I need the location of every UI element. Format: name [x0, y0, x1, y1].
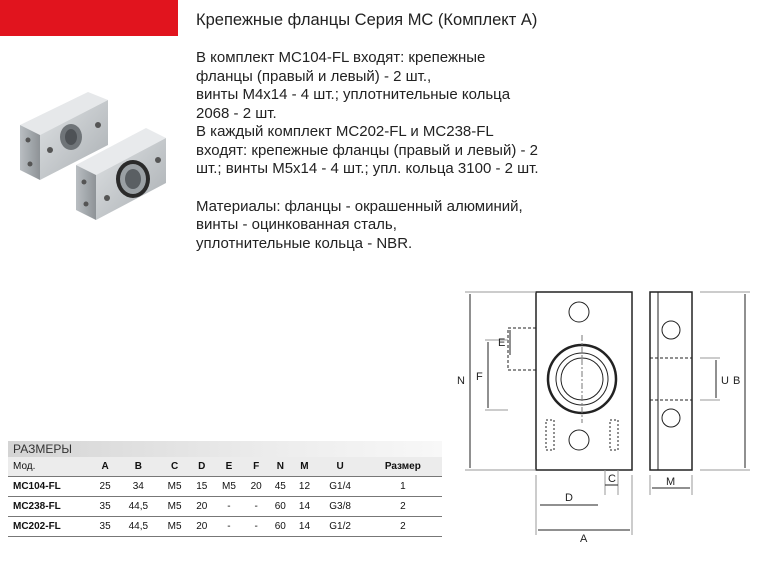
table-cell: 20 — [190, 497, 214, 517]
column-header: F — [244, 457, 268, 477]
table-cell: 60 — [268, 497, 292, 517]
table-cell: 14 — [292, 517, 316, 537]
table-cell: 35 — [93, 497, 117, 517]
page-title: Крепежные фланцы Серия MC (Комплект А) — [196, 11, 538, 29]
column-header: U — [317, 457, 364, 477]
kit1-line: 2068 - 2 шт. — [196, 104, 277, 122]
dim-label-b: B — [733, 375, 741, 387]
table-cell: MC238-FL — [8, 497, 93, 517]
table-cell: 12 — [292, 477, 316, 497]
table-cell: - — [214, 497, 244, 517]
table-cell: - — [214, 517, 244, 537]
table-cell: M5 — [214, 477, 244, 497]
dim-label-n: N — [457, 375, 465, 387]
materials-line: Материалы: фланцы - окрашенный алюминий, — [196, 197, 523, 215]
table-cell: M5 — [159, 477, 189, 497]
dim-label-f: F — [476, 371, 483, 383]
kit1-line: фланцы (правый и левый) - 2 шт., — [196, 67, 432, 85]
table-cell: 44,5 — [117, 517, 159, 537]
table-cell: 44,5 — [117, 497, 159, 517]
column-header: D — [190, 457, 214, 477]
dim-label-e: E — [498, 337, 506, 349]
dimensions-table-section — [8, 441, 442, 537]
flange-technical-drawing-icon — [440, 280, 760, 575]
table-cell: 20 — [190, 517, 214, 537]
table-cell: 20 — [244, 477, 268, 497]
column-header: Размер — [364, 457, 442, 477]
table-cell: 2 — [364, 517, 442, 537]
table-cell: MC104-FL — [8, 477, 93, 497]
dim-label-a: A — [580, 533, 588, 545]
table-cell: G1/4 — [317, 477, 364, 497]
table-row — [8, 477, 442, 497]
kit2-line: шт.; винты M5x14 - 4 шт.; упл. кольца 3100 - 2 шт. — [196, 160, 539, 177]
table-cell: 25 — [93, 477, 117, 497]
table-cell: 2 — [364, 497, 442, 517]
kit1-line: винты M4x14 - 4 шт.; уплотнительные кольца — [196, 86, 511, 103]
column-header: Мод. — [8, 457, 93, 477]
flange-photo-icon — [8, 80, 188, 230]
table-cell: 1 — [364, 477, 442, 497]
table-cell: 34 — [117, 477, 159, 497]
column-header: B — [117, 457, 159, 477]
table-cell: 14 — [292, 497, 316, 517]
table-cell: - — [244, 517, 268, 537]
column-header: E — [214, 457, 244, 477]
dim-label-m: M — [666, 476, 676, 488]
table-row — [8, 497, 442, 517]
dimensions-section-title: РАЗМЕРЫ — [8, 441, 442, 457]
materials-line: уплотнительные кольца - NBR. — [196, 234, 413, 252]
table-cell: 15 — [190, 477, 214, 497]
table-cell: M5 — [159, 517, 189, 537]
table-cell: M5 — [159, 497, 189, 517]
table-cell: 45 — [268, 477, 292, 497]
table-cell: G1/2 — [317, 517, 364, 537]
column-header: A — [93, 457, 117, 477]
dim-label-c: C — [608, 473, 616, 485]
brand-color-bar — [0, 0, 178, 36]
materials-line: винты - оцинкованная сталь, — [196, 216, 397, 233]
table-row — [8, 517, 442, 537]
table-cell: 60 — [268, 517, 292, 537]
table-cell: 35 — [93, 517, 117, 537]
description-block — [196, 49, 636, 253]
column-header: M — [292, 457, 316, 477]
table-cell: - — [244, 497, 268, 517]
table-cell: G3/8 — [317, 497, 364, 517]
kit2-line: В каждый комплект MC202-FL и MC238-FL — [196, 123, 494, 140]
kit1-line: В комплект MC104-FL входят: крепежные — [196, 49, 486, 66]
dimensions-table — [8, 457, 442, 537]
dim-label-u: U — [721, 375, 729, 387]
column-header: C — [159, 457, 189, 477]
table-cell: MC202-FL — [8, 517, 93, 537]
kit2-line: входят: крепежные фланцы (правый и левый) - 2 — [196, 141, 539, 159]
column-header: N — [268, 457, 292, 477]
dim-label-d: D — [565, 492, 573, 504]
table-header-row — [8, 457, 442, 477]
